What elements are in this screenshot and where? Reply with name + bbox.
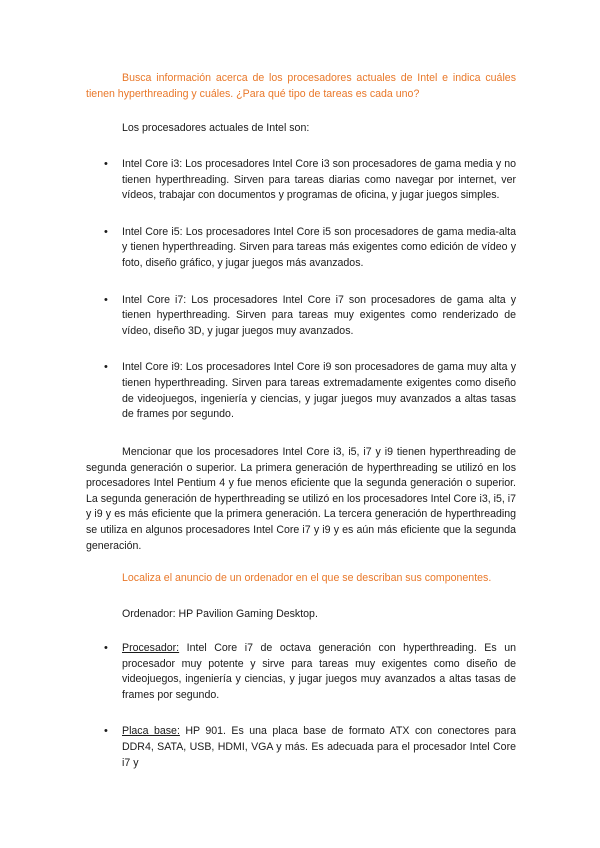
bullet-icon: • (104, 361, 108, 374)
bullet-icon: • (104, 293, 108, 306)
list-item (86, 225, 516, 272)
processor-list (86, 157, 516, 423)
item-text-i3: Intel Core i3: Los procesadores Intel Core i3 son procesadores de gama media y no tienen hyperthreading. Sirven para tareas diarias como navegar por internet, ver vídeos, trabajar con documentos y programas de oficina, y jugar juegos simples. (122, 158, 516, 202)
component-label-processor: Procesador: (122, 642, 180, 654)
computer-name: Ordenador: HP Pavilion Gaming Desktop. (122, 608, 318, 620)
hyperthreading-note: Mencionar que los procesadores Intel Core i3, i5, i7 y i9 tienen hyperthreading de segunda generación o superior. La primera generación de hyperthreading se utilizó en los procesadores Intel Pentium 4 y fue menos eficiente que la segunda generación o superior. La segunda generación de hyperthreading se utilizó en los procesadores Intel Core i3, i5, i7 y i9 y es más eficiente que la primera generación. La tercera generación de hyperthreading se utiliza en algunos procesadores Intel Core i7 y i9 y es aún más eficiente que la segunda generación. (86, 446, 516, 552)
list-item (86, 157, 516, 204)
component-list (86, 641, 516, 771)
bullet-icon: • (104, 725, 108, 738)
list-item (86, 360, 516, 422)
bullet-icon: • (104, 642, 108, 654)
question-2: Localiza el anuncio de un ordenador en el que se describan sus componentes. (122, 572, 492, 584)
question-1: Busca información acerca de los procesadores actuales de Intel e indica cuáles tienen hyperthreading y cuáles. ¿Para qué tipo de tareas es cada uno? (86, 72, 516, 100)
item-text-i5: Intel Core i5: Los procesadores Intel Core i5 son procesadores de gama media-alta y tienen hyperthreading. Sirven para tareas más exigentes como edición de vídeo y foto, diseño gráfico, y jugar juegos más avanzados. (122, 225, 516, 269)
list-item (86, 641, 516, 703)
item-text-i7: Intel Core i7: Los procesadores Intel Core i7 son procesadores de gama alta y tienen hyperthreading. Sirven para tareas muy exigentes como renderizado de vídeo, diseño 3D, y jugar juegos muy avanzados. (122, 293, 516, 337)
component-text-motherboard: HP 901. Es una placa base de formato ATX con conectores para DDR4, SATA, USB, HDMI, VGA y más. Es adecuada para el procesador Intel Core i7 y (122, 725, 516, 769)
bullet-icon: • (104, 225, 108, 238)
list-item (86, 293, 516, 340)
list-item (86, 724, 516, 771)
item-text-i9: Intel Core i9: Los procesadores Intel Core i9 son procesadores de gama muy alta y tienen hyperthreading. Sirven para tareas extremadamente exigentes como diseño de videojuegos, ingeniería y ciencias, y jugar juegos muy avanzados a altas tasas de frames por segundo. (122, 361, 516, 421)
intro-text: Los procesadores actuales de Intel son: (122, 122, 310, 134)
component-text-processor: Intel Core i7 de octava generación con hyperthreading. Es un procesador muy potente y sirve para tareas muy exigentes como diseño de videojuegos, ingeniería y ciencias, y jugar juegos muy avanzados a altas tasas de frames por segundo. (122, 642, 516, 701)
bullet-icon: • (104, 158, 108, 170)
component-label-motherboard: Placa base: (122, 725, 180, 738)
